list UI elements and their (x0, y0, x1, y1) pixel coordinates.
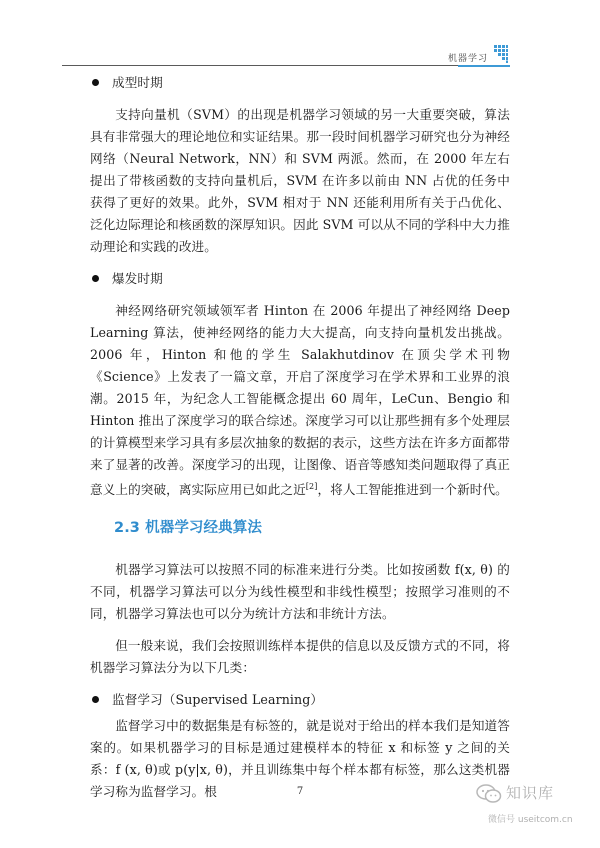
paragraph-deep-learning-text: 神经网络研究领域领军者 Hinton 在 2006 年提出了神经网络 Deep Learning 算法，使神经网络的能力大大提高，向支持向量机发出挑战。2006 年，Hinton 和他的学生 Salakhutdinov 在顶尖学术刊物《Science》上发表了一篇文章，开启了深度学习在学术界和工业界的浪潮。2015 年，为纪念人工智能概念提出 60 周年，LeCun、Bengio 和 Hinton 推出了深度学习的联合综述。深度学习可以让那些拥有多个处理层的计算模型来学习具有多层次抽象的数据的表示，这些方法在许多方面都带来了显著的改善。深度学习的出现，让图像、语音等感知类问题取得了真正意义上的突破，离实际应用已如此之近 (90, 303, 510, 498)
header-rule (62, 65, 510, 66)
page-content (90, 72, 510, 813)
citation-ref: [2] (305, 482, 318, 491)
paragraph-svm: 支持向量机（SVM）的出现是机器学习领域的另一大重要突破，算法具有非常强大的理论地位和实证结果。那一段时间机器学习研究也分为神经网络（Neural Network，NN）和 SVM 两派。然而，在 2000 年左右提出了带核函数的支持向量机后，SVM 在许多以前由 NN 占优的任务中获得了更好的效果。此外，SVM 相对于 NN 还能利用所有关于凸优化、泛化边际理论和核函数的深厚知识。因此 SVM 可以从不同的学科中大力推动理论和实践的改进。 (90, 107, 510, 254)
watermark-brand: 知识库 (506, 784, 555, 802)
paragraph-algorithm-categories: 但一般来说，我们会按照训练样本提供的信息以及反馈方式的不同，将机器学习算法分为以下几类： (90, 638, 510, 676)
running-header-title: 机器学习 (447, 54, 488, 64)
paragraph-deep-learning-tail: ，将人工智能推进到一个新时代。 (317, 482, 508, 498)
paragraph-algorithm-classification: 机器学习算法可以按照不同的标准来进行分类。比如按函数 f(x, θ) 的不同，机器学习算法可以分为线性模型和非线性模型；按照学习准则的不同，机器学习算法也可以分为统计方法和非统计方法。 (90, 562, 510, 622)
bullet-supervised-learning: 监督学习（Supervised Learning） (90, 689, 510, 711)
bullet-burst-period: 爆发时期 (90, 268, 510, 290)
paragraph-deep-learning (90, 300, 510, 501)
watermark-site: 微信号 useitcom.cn (488, 815, 573, 825)
section-heading-2-3: 2.3 机器学习经典算法 (114, 520, 262, 537)
page-number: 7 (296, 786, 304, 797)
logo-icon (494, 45, 508, 63)
wechat-icon (476, 784, 502, 804)
bullet-shaping-period: 成型时期 (90, 72, 510, 94)
paragraph-supervised-learning: 监督学习中的数据集是有标签的，就是说对于给出的样本我们是知道答案的。如果机器学习的目标是通过建模样本的特征 x 和标签 y 之间的关系：f (x, θ)或 p(y|x, θ)，并且训练集中每个样本都有标签，那么这类机器学习称为监督学习。根 (90, 718, 510, 800)
